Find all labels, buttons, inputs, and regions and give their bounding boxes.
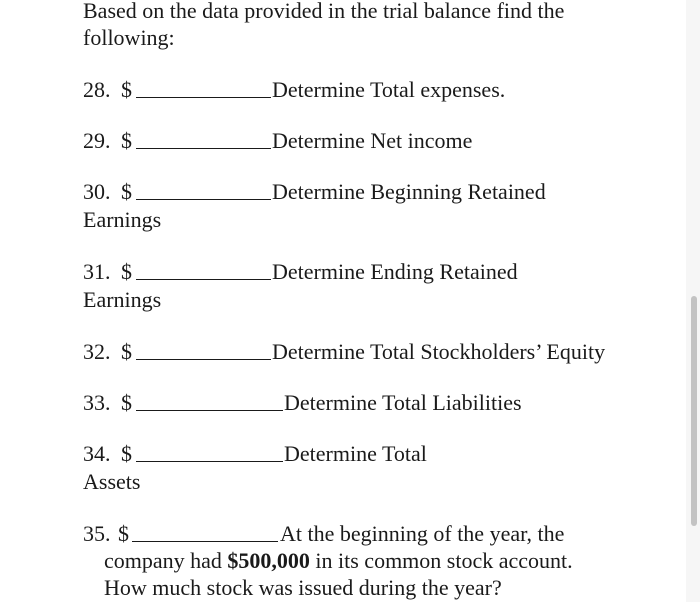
answer-blank[interactable] — [136, 279, 271, 280]
vertical-scrollbar[interactable] — [686, 0, 700, 602]
currency-symbol: $ — [121, 441, 132, 466]
question-prompt: Determine Total — [284, 441, 427, 466]
question-prompt: Determine Net income — [272, 128, 473, 153]
question-number: 28. — [83, 77, 111, 102]
question-prompt: Determine Total Stockholders’ Equity — [272, 339, 606, 364]
question-prompt: Determine Total Liabilities — [284, 390, 522, 415]
question-number: 33. — [83, 390, 111, 415]
question-number: 29. — [83, 128, 111, 153]
question-number: 30. — [83, 179, 111, 204]
question-line-3: How much stock was issued during the year? — [104, 575, 502, 600]
currency-symbol: $ — [118, 521, 129, 546]
bold-amount: $500,000 — [227, 548, 310, 573]
question-prompt: At the beginning of the year, the — [280, 521, 565, 546]
question-continuation: Earnings — [83, 207, 162, 232]
intro-line-1: Based on the data provided in the trial balance find the — [83, 0, 565, 23]
currency-symbol: $ — [121, 339, 132, 364]
question-number: 34. — [83, 441, 111, 466]
question-line-2 — [104, 547, 573, 574]
question-text: company had — [104, 548, 228, 573]
question-number: 32. — [83, 339, 111, 364]
question-number: 31. — [83, 259, 111, 284]
question-number: 35. — [83, 521, 111, 546]
answer-blank[interactable] — [136, 461, 283, 462]
question-prompt: Determine Total expenses. — [272, 77, 506, 102]
answer-blank[interactable] — [136, 410, 283, 411]
answer-blank[interactable] — [136, 97, 271, 98]
question-continuation: Earnings — [83, 287, 162, 312]
currency-symbol: $ — [121, 259, 132, 284]
currency-symbol: $ — [121, 390, 132, 415]
question-text: in its common stock account. — [309, 548, 573, 573]
answer-blank[interactable] — [136, 148, 271, 149]
question-continuation: Assets — [83, 469, 141, 494]
currency-symbol: $ — [121, 128, 132, 153]
question-prompt: Determine Ending Retained — [272, 259, 518, 284]
currency-symbol: $ — [121, 179, 132, 204]
scrollbar-thumb[interactable] — [691, 296, 697, 526]
intro-line-2: following: — [83, 25, 175, 50]
answer-blank[interactable] — [136, 199, 271, 200]
answer-blank[interactable] — [136, 359, 271, 360]
currency-symbol: $ — [121, 77, 132, 102]
question-prompt: Determine Beginning Retained — [272, 179, 546, 204]
answer-blank[interactable] — [132, 541, 278, 542]
